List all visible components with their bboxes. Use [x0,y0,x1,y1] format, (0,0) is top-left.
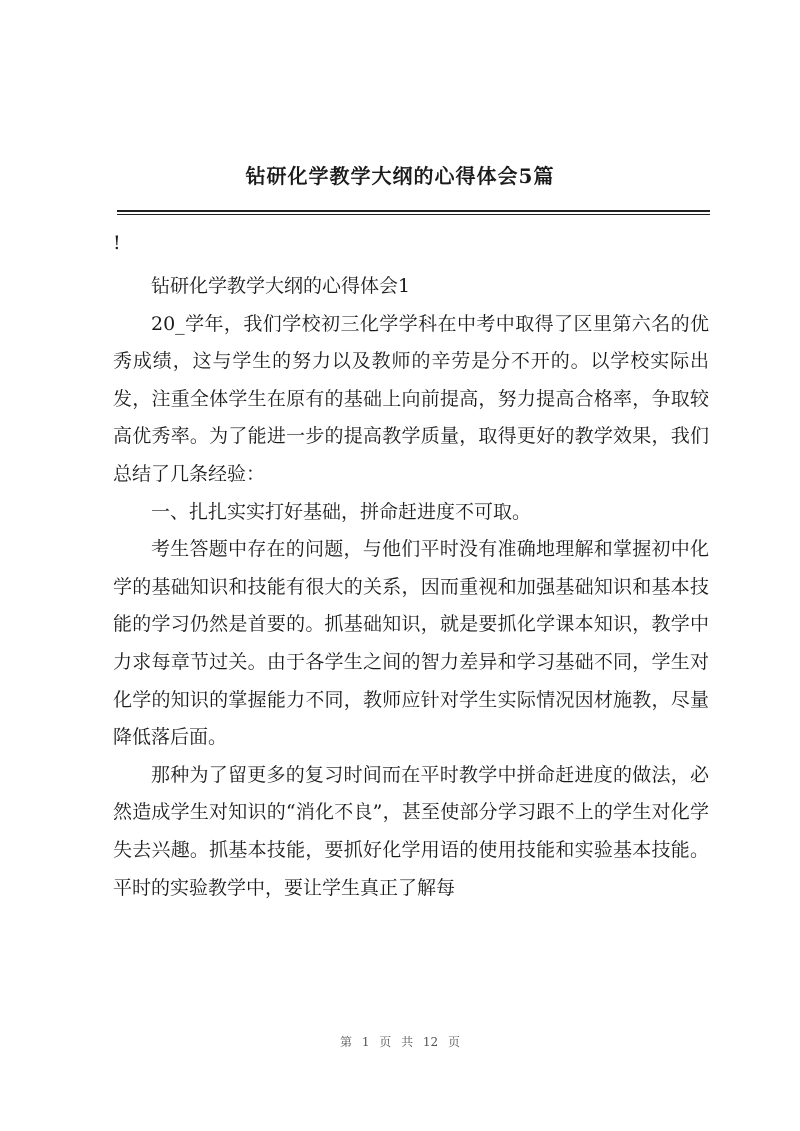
title-divider-thin [117,214,710,215]
paragraph: 那种为了留更多的复习时间而在平时教学中拼命赶进度的做法，必然造成学生对知识的“消化不良”，甚至使部分学习跟不上的学生对化学失去兴趣。抓基本技能，要抓好化学用语的使用技能和实验基本技能。平时的实验教学中，要让学生真正了解每 [113,763,709,899]
page-title: 钻研化学教学大纲的心得体会5篇 [245,164,555,188]
title-divider [117,210,710,212]
section-heading: 钻研化学教学大纲的心得体会1 [151,275,411,297]
subheading: 一、扎扎实实打好基础，拼命赶进度不可取。 [151,500,532,523]
page-number-footer: 第 1 页 共 12 页 [340,1035,460,1049]
paragraph: 考生答题中存在的问题，与他们平时没有准确地理解和掌握初中化学的基础知识和技能有很大的关系，因而重视和加强基础知识和基本技能的学习仍然是首要的。抓基础知识，就是要抓化学课本知识，教学中力求每章节过关。由于各学生之间的智力差异和学习基础不同，学生对化学的知识的掌握能力不同，教师应针对学生实际情况因材施教，尽量降低落后面。 [113,538,709,749]
paragraph: 20_学年，我们学校初三化学学科在中考中取得了区里第六名的优秀成绩，这与学生的努力以及教师的辛劳是分不开的。以学校实际出发，注重全体学生在原有的基础上向前提高，努力提高合格率，争取较高优秀率。为了能进一步的提高教学质量，取得更好的教学效果，我们总结了几条经验： [113,312,709,485]
document-body [113,268,709,907]
exclamation-mark: ! [113,232,121,254]
